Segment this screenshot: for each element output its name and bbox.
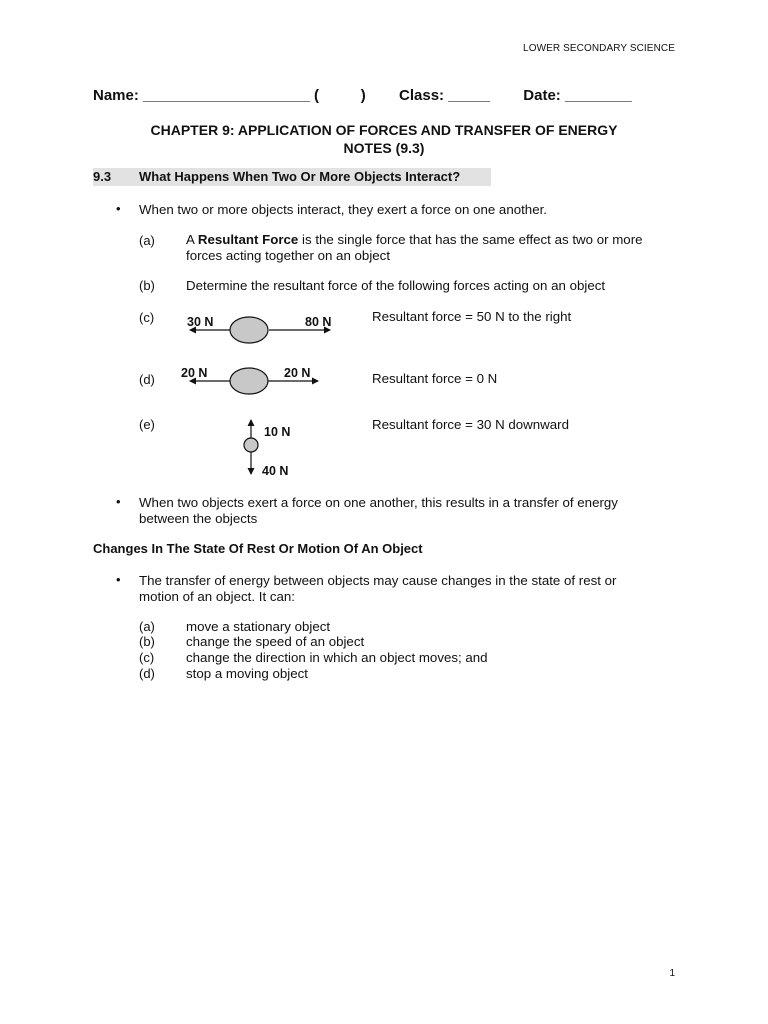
change-c-label: (c)	[139, 650, 155, 665]
subheading-changes: Changes In The State Of Rest Or Motion Of An Object	[93, 541, 423, 556]
item-b-text: Determine the resultant force of the following forces acting on an object	[186, 278, 606, 293]
object-ellipse-d	[230, 368, 268, 394]
object-circle-e	[244, 438, 258, 452]
change-b-text: change the speed of an object	[186, 634, 365, 649]
result-d: Resultant force = 0 N	[372, 371, 498, 386]
course-header: LOWER SECONDARY SCIENCE	[523, 43, 675, 54]
bullet-2-line-1: When two objects exert a force on one another, this results in a transfer of energy	[139, 495, 618, 510]
title-line-2: NOTES (9.3)	[343, 140, 425, 156]
section-number: 9.3	[93, 169, 112, 184]
bullet-3-symbol: •	[116, 572, 121, 587]
item-a-rest: is the single force that has the same effect as two or more	[298, 232, 643, 247]
change-c-text: change the direction in which an object moves; and	[186, 650, 488, 665]
page-number: 1	[669, 968, 675, 979]
section-title: What Happens When Two Or More Objects Interact?	[139, 169, 461, 184]
force-label-d-right: 20 N	[284, 366, 311, 380]
bullet-3-line-2: motion of an object. It can:	[139, 589, 295, 604]
page-title	[0, 121, 768, 157]
force-label-e-down: 40 N	[262, 464, 289, 478]
item-a-line-1	[186, 232, 643, 248]
force-label-d-left: 20 N	[181, 366, 208, 380]
item-e-label: (e)	[139, 417, 155, 432]
item-c-label: (c)	[139, 310, 155, 325]
force-label-c-left: 30 N	[187, 315, 214, 329]
bullet-2-line-2: between the objects	[139, 511, 258, 526]
bullet-1-symbol: •	[116, 201, 121, 216]
force-label-c-right: 80 N	[305, 315, 332, 329]
change-a-text: move a stationary object	[186, 619, 331, 634]
bullet-1-text: When two or more objects interact, they exert a force on one another.	[139, 202, 547, 217]
student-info-line: Name: ____________________ ( ) Class: _____ Date: ________	[93, 87, 632, 104]
result-c: Resultant force = 50 N to the right	[372, 309, 572, 324]
change-b-label: (b)	[139, 634, 155, 649]
object-ellipse-c	[230, 317, 268, 343]
bullet-2-symbol: •	[116, 494, 121, 509]
title-line-1: CHAPTER 9: APPLICATION OF FORCES AND TRANSFER OF ENERGY	[150, 122, 618, 138]
bullet-3-line-1: The transfer of energy between objects may cause changes in the state of rest or	[139, 573, 617, 588]
change-a-label: (a)	[139, 619, 155, 634]
item-a-label: (a)	[139, 233, 155, 248]
item-a-prefix: A	[186, 232, 198, 247]
item-b-label: (b)	[139, 278, 155, 293]
force-label-e-up: 10 N	[264, 425, 291, 439]
change-d-label: (d)	[139, 666, 155, 681]
result-e: Resultant force = 30 N downward	[372, 417, 569, 432]
resultant-force-term: Resultant Force	[197, 232, 299, 247]
change-d-text: stop a moving object	[186, 666, 308, 681]
item-a-line-2: forces acting together on an object	[186, 248, 391, 263]
item-d-label: (d)	[139, 372, 155, 387]
